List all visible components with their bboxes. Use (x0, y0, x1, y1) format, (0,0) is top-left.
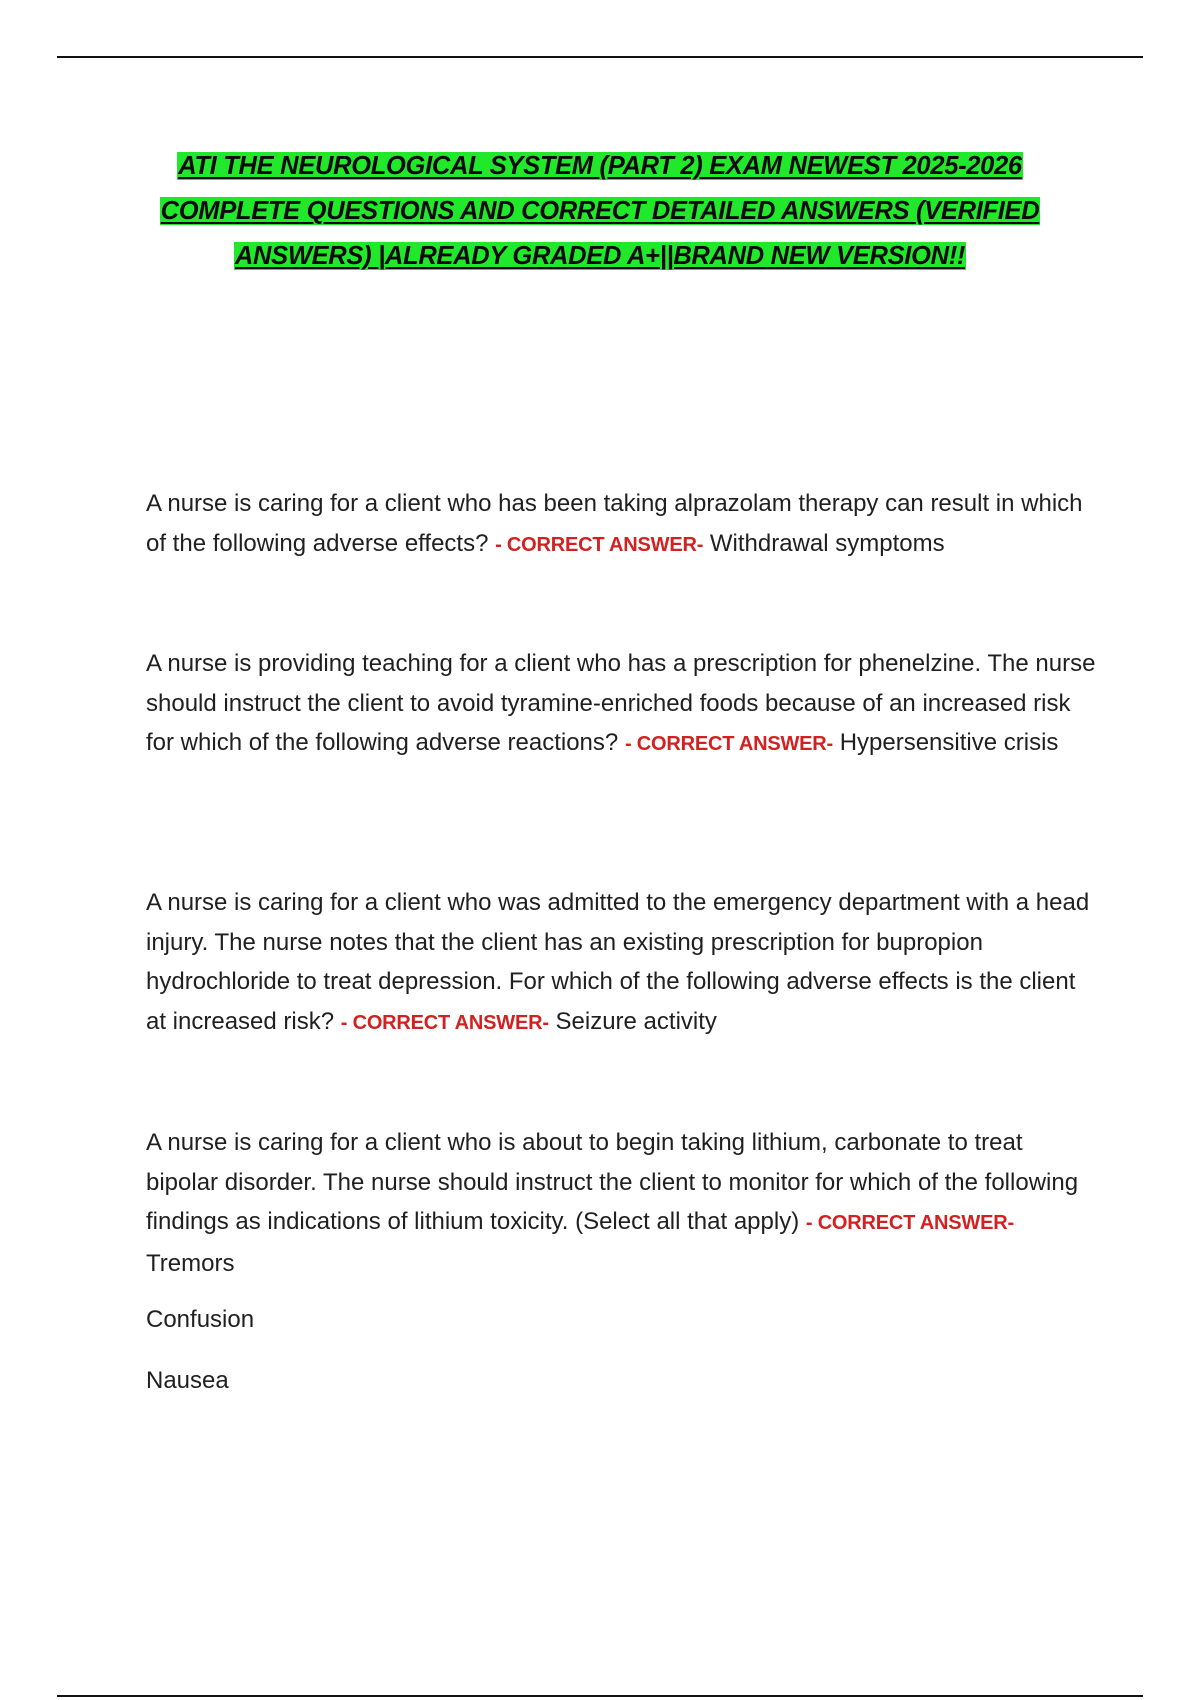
title-line-3: ANSWERS) |ALREADY GRADED A+||BRAND NEW VERSION!! (234, 242, 966, 270)
extra-answer-nausea: Nausea (146, 1367, 229, 1394)
document-title (100, 144, 1100, 279)
correct-answer-tag: - CORRECT ANSWER- (624, 733, 834, 755)
qa-item-2 (146, 644, 1096, 765)
answer-text: Withdrawal symptoms (709, 529, 945, 557)
question-text: A nurse is providing teaching for a client who has a prescription for phenelzine. The nurse should instruct the client to avoid tyramine-enriched foods because of an increased risk for which of the following adverse reactions? (146, 650, 1096, 756)
extra-answer-confusion: Confusion (146, 1306, 255, 1333)
top-divider (57, 56, 1143, 58)
correct-answer-tag: - CORRECT ANSWER- (340, 1011, 549, 1034)
qa-item-3 (146, 883, 1096, 1043)
question-text: A nurse is caring for a client who is about to begin taking lithium, carbonate to treat bipolar disorder. The nurse should instruct the client to monitor for which of the following findings as indications of lithium toxicity. (Select all that apply) (146, 1129, 1079, 1235)
question-text: A nurse is caring for a client who was admitted to the emergency department with a head injury. The nurse notes that the client has an existing prescription for bupropion hydrochloride to treat depression. For which of the following adverse effects is the client at increased risk? (146, 889, 1090, 1035)
bottom-divider (57, 1695, 1143, 1697)
title-line-2: COMPLETE QUESTIONS AND CORRECT DETAILED ANSWERS (VERIFIED (160, 197, 1040, 225)
answer-text: Hypersensitive crisis (839, 729, 1059, 756)
answer-text: Seizure activity (555, 1007, 717, 1035)
qa-item-4 (146, 1123, 1096, 1283)
correct-answer-tag: - CORRECT ANSWER- (495, 533, 704, 556)
answer-text: Tremors (146, 1249, 235, 1277)
title-line-1: ATI THE NEUROLOGICAL SYSTEM (PART 2) EXAM NEWEST 2025-2026 (178, 152, 1022, 180)
correct-answer-tag: - CORRECT ANSWER- (805, 1212, 1014, 1234)
qa-item-1 (146, 484, 1096, 565)
question-text: A nurse is caring for a client who has been taking alprazolam therapy can result in which of the following adverse effects? (146, 490, 1083, 557)
